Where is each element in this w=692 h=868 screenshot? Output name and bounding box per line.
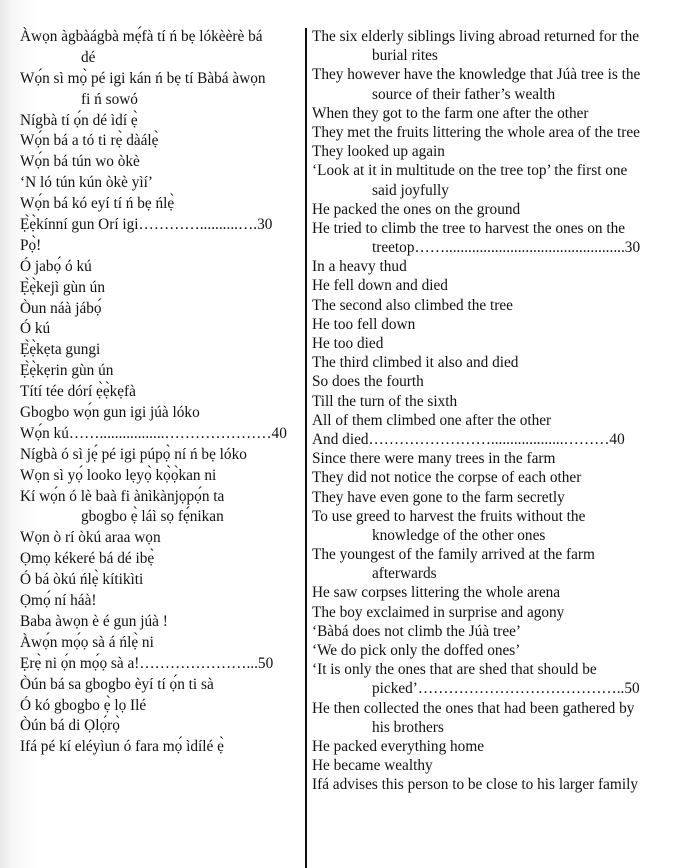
- english-verse-line: source of their father’s wealth: [372, 85, 556, 103]
- english-verse-line: The youngest of the family arrived at the farm: [312, 546, 595, 564]
- english-translation-column: [312, 27, 688, 795]
- english-verse-line: treetop……...............................................30: [372, 239, 641, 257]
- english-verse-line: He became wealthy: [312, 757, 433, 775]
- yoruba-verse-line: gbogbo ẹ̀ láì sọ fẹ́nikan: [81, 508, 224, 526]
- yoruba-verse-line: Pọ̀!: [20, 236, 42, 254]
- english-verse-line: And died……………………...................………40: [312, 430, 625, 448]
- yoruba-verse-line: Ẹ̀ẹ̀kẹrin gùn ún: [20, 362, 114, 380]
- yoruba-verse-line: fi ń sowó: [81, 90, 138, 108]
- yoruba-verse-line: Ọmọ kékeré bá dé ibẹ̀: [20, 550, 155, 568]
- english-verse-line: ‘Bàbá does not climb the Júà tree’: [312, 622, 521, 640]
- english-verse-line: his brothers: [372, 718, 444, 736]
- english-verse-line: He too fell down: [312, 315, 416, 333]
- english-verse-line: burial rites: [372, 47, 438, 65]
- yoruba-verse-line: Ó kú: [20, 320, 51, 338]
- yoruba-verse-line: Títí tée dórí ẹ̀ẹ̀kẹfà: [20, 383, 136, 401]
- yoruba-verse-line: Ó bá òkú ńlẹ̀ kítikìti: [20, 571, 144, 589]
- english-verse-line: ‘It is only the ones that are shed that should be: [312, 661, 597, 679]
- english-verse-line: All of them climbed one after the other: [312, 411, 552, 429]
- yoruba-verse-line: ‘N ló tún kún òkè yìí’: [20, 174, 153, 192]
- yoruba-verse-line: Ó jabọ́ ó kú: [20, 257, 92, 275]
- english-verse-line: In a heavy thud: [312, 258, 407, 276]
- yoruba-verse-line: Wọ́n bá kó eyí tí ń bẹ ńlẹ̀: [20, 195, 175, 213]
- english-verse-line: They however have the knowledge that Júà tree is the: [312, 66, 641, 84]
- yoruba-verse-line: Ẹ̀ẹ̀kẹta gungi: [20, 341, 101, 359]
- yoruba-verse-line: Òún bá di Ọlọ́rọ̀: [20, 717, 120, 735]
- yoruba-verse-line: Òún bá sa gbogbo èyí tí ọ́n ti sà: [20, 675, 214, 693]
- yoruba-verse-line: Ọmọ́ ní háà!: [20, 592, 97, 610]
- english-verse-line: ‘Look at it in multitude on the tree top’ the first one: [312, 162, 628, 180]
- english-verse-line: picked’…………………………………..50: [372, 680, 640, 698]
- english-verse-line: He too died: [312, 335, 384, 352]
- english-verse-line: He tried to climb the tree to harvest the ones on the: [312, 219, 626, 237]
- yoruba-verse-line: Baba àwọn è é gun júà !: [20, 612, 168, 630]
- yoruba-verse-line: Àwọ́n mọ́ọ sà á ńlẹ̀ ni: [20, 633, 154, 651]
- english-verse-line: They met the fruits littering the whole area of the tree: [312, 123, 640, 141]
- english-verse-line: To use greed to harvest the fruits without the: [312, 507, 586, 525]
- english-verse-line: The second also climbed the tree: [312, 296, 513, 314]
- yoruba-verse-line: Ẹrẹ̀ ni ọ́n mọ́ọ sà a!…………………...50: [20, 654, 274, 672]
- yoruba-verse-line: Wọn sì yọ́ looko lẹyọ̀ kọ̀ọ̀kan ni: [20, 466, 217, 484]
- english-verse-line: They have even gone to the farm secretly: [312, 488, 565, 506]
- english-verse-line: He fell down and died: [312, 277, 448, 295]
- column-divider: [305, 28, 307, 868]
- yoruba-verse-line: Wọ́n bá a tó ti rẹ̀ dàálẹ̀: [20, 132, 159, 150]
- yoruba-verse-line: Wọ́n bá tún wo òkè: [20, 153, 140, 171]
- yoruba-verse-line: Wọ́n kú…….................…………………40: [20, 424, 287, 442]
- yoruba-verse-line: Ó kó gbogbo ẹ̀ lọ Ilé: [20, 696, 147, 714]
- english-verse-line: said joyfully: [372, 181, 449, 199]
- yoruba-verse-line: Kí wọ́n ó lè baà fi ànìkànjọpọ́n ta: [20, 487, 225, 505]
- yoruba-verse-line: Wọn ò rí òkú araa wọn: [20, 529, 161, 547]
- yoruba-verse-line: Ẹ̀ẹ̀kejì gùn ún: [20, 278, 105, 296]
- yoruba-verse-line: Wọ́n sì mọ̀ pé igi kán ń bẹ tí Bàbá àwọn: [20, 69, 266, 87]
- yoruba-verse-line: Nígbà tí ọ́n dé ìdí ẹ̀: [20, 111, 138, 129]
- english-verse-line: ‘We do pick only the doffed ones’: [312, 642, 521, 659]
- english-verse-line: So does the fourth: [312, 373, 424, 391]
- yoruba-verse-line: Ifá pé kí eléyìun ó fara mọ́ ìdílé ẹ̀: [20, 738, 224, 756]
- yoruba-verse-line: Àwọn àgbàágbà mẹ́fà tí ń bẹ lókèèrè bá: [20, 28, 263, 45]
- yoruba-text-column: [20, 27, 300, 758]
- english-verse-line: afterwards: [372, 565, 437, 583]
- english-verse-line: They looked up again: [312, 143, 445, 161]
- english-verse-line: knowledge of the other ones: [372, 526, 546, 544]
- english-verse-line: He then collected the ones that had been gathered by: [312, 699, 635, 717]
- english-verse-line: They did not notice the corpse of each other: [312, 469, 582, 487]
- yoruba-verse-line: dé: [81, 48, 96, 66]
- english-verse-line: The six elderly siblings living abroad returned for the: [312, 28, 640, 45]
- english-verse-line: The boy exclaimed in surprise and agony: [312, 603, 565, 621]
- english-verse-line: He saw corpses littering the whole arena: [312, 584, 561, 602]
- yoruba-verse-line: Òun náà jábọ́: [20, 299, 102, 317]
- english-verse-line: The third climbed it also and died: [312, 354, 519, 372]
- english-verse-line: Ifá advises this person to be close to his larger family: [312, 776, 638, 794]
- english-verse-line: He packed the ones on the ground: [312, 200, 521, 218]
- yoruba-verse-line: Gbogbo wọ́n gun igi júà lóko: [20, 404, 200, 422]
- yoruba-verse-line: Ẹ̀ẹ̀kínní gun Orí igi…………..........….30: [20, 216, 273, 234]
- english-verse-line: Since there were many trees in the farm: [312, 450, 556, 468]
- english-verse-line: When they got to the farm one after the other: [312, 104, 589, 122]
- english-verse-line: He packed everything home: [312, 737, 485, 755]
- yoruba-verse-line: Nígbà ó sì jẹ́ pé igi púpọ̀ ní ń bẹ lóko: [20, 445, 247, 463]
- english-verse-line: Till the turn of the sixth: [312, 392, 458, 410]
